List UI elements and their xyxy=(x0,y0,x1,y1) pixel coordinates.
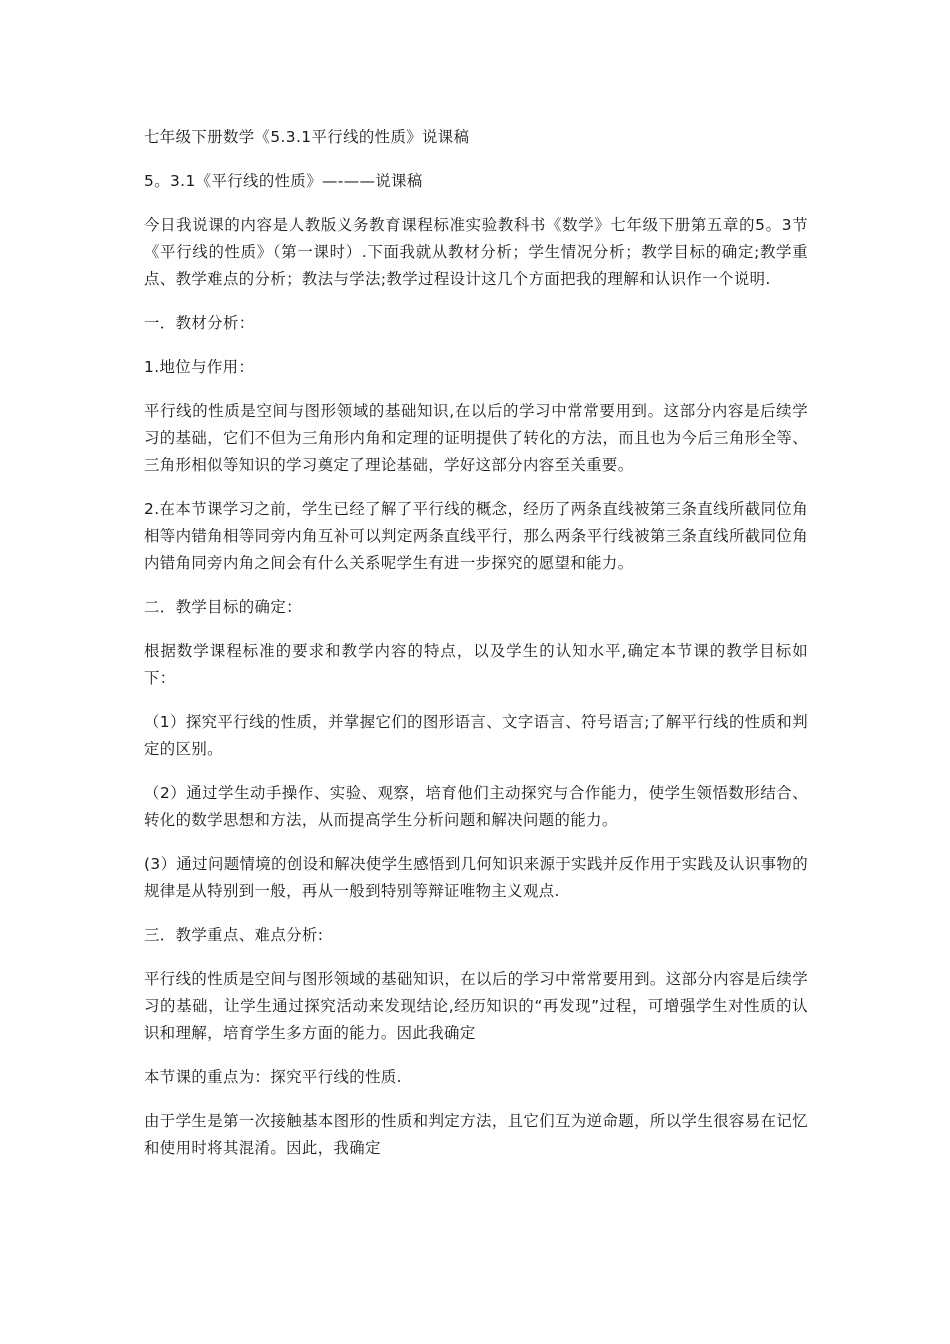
section-heading-teaching-goals: 二．教学目标的确定： xyxy=(144,598,302,616)
section-heading-key-points: 三．教学重点、难点分析: xyxy=(144,926,324,944)
paragraph-difficulty: 由于学生是第一次接触基本图形的性质和判定方法，且它们互为逆命题，所以学生很容易在记忆和使用时将其混淆。因此，我确定 xyxy=(144,1112,808,1157)
paragraph-key-point-statement: 本节课的重点为：探究平行线的性质. xyxy=(144,1068,402,1086)
paragraph-position-and-role: 平行线的性质是空间与图形领域的基础知识,在以后的学习中常常要用到。这部分内容是后续学习的基础，它们不但为三角形内角和定理的证明提供了转化的方法，而且也为今后三角形全等、三角形相似等知识的学习奠定了理论基础，学好这部分内容至关重要。 xyxy=(144,402,808,474)
goal-item-2: （2）通过学生动手操作、实验、观察，培育他们主动探究与合作能力，使学生领悟数形结合、转化的数学思想和方法，从而提高学生分析问题和解决问题的能力。 xyxy=(144,784,808,829)
paragraph-student-background: 2.在本节课学习之前，学生已经了解了平行线的概念，经历了两条直线被第三条直线所截同位角相等内错角相等同旁内角互补可以判定两条直线平行，那么两条平行线被第三条直线所截同位角内错角同旁内角之间会有什么关系呢学生有进一步探究的愿望和能力。 xyxy=(144,500,808,572)
section-heading-textbook-analysis: 一．教材分析： xyxy=(144,314,255,332)
goal-item-3: (3）通过问题情境的创设和解决使学生感悟到几何知识来源于实践并反作用于实践及认识事物的规律是从特别到一般，再从一般到特别等辩证唯物主义观点. xyxy=(144,855,809,900)
paragraph-goals-intro: 根据数学课程标准的要求和教学内容的特点，以及学生的认知水平,确定本节课的教学目标如下： xyxy=(144,642,808,687)
paragraph-key-points: 平行线的性质是空间与图形领域的基础知识，在以后的学习中常常要用到。这部分内容是后续学习的基础，让学生通过探究活动来发现结论,经历知识的“再发现”过程，可增强学生对性质的认识和理解，培育学生多方面的能力。因此我确定 xyxy=(144,970,808,1042)
document-subtitle: 5。3.1《平行线的性质》—-——说课稿 xyxy=(144,172,423,190)
paragraph-intro: 今日我说课的内容是人教版义务教育课程标准实验教科书《数学》七年级下册第五章的5。3节《平行线的性质》（第一课时）.下面我就从教材分析；学生情况分析；教学目标的确定;教学重点、教学难点的分析；教法与学法;教学过程设计这几个方面把我的理解和认识作一个说明. xyxy=(144,216,808,288)
goal-item-1: （1）探究平行线的性质，并掌握它们的图形语言、文字语言、符号语言;了解平行线的性质和判定的区别。 xyxy=(144,713,808,758)
document-body xyxy=(144,124,808,1179)
subheading-position-and-role: 1.地位与作用： xyxy=(144,358,255,376)
document-title: 七年级下册数学《5.3.1平行线的性质》说课稿 xyxy=(144,128,470,146)
